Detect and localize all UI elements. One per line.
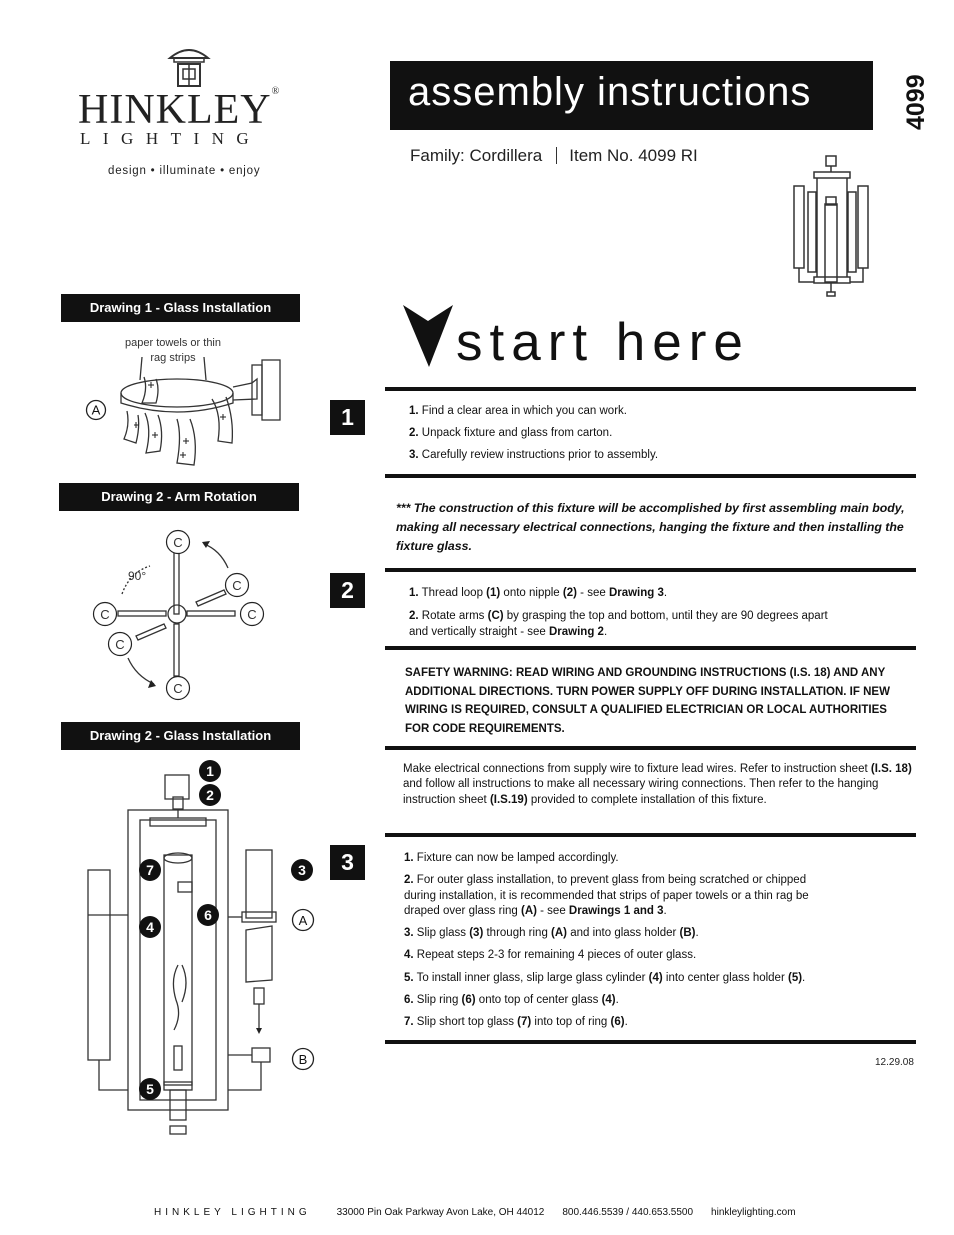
svg-text:5: 5 xyxy=(146,1081,154,1097)
svg-text:3: 3 xyxy=(298,862,306,878)
callout-b xyxy=(291,1047,315,1071)
list-item: 2. Rotate arms (C) by grasping the top and bottom, until they are 90 degrees apart and vertically straight - see Drawing 2. xyxy=(409,610,828,638)
arm-label-c-bottom xyxy=(165,675,191,701)
rule xyxy=(385,474,916,478)
arm-label-c-top xyxy=(165,529,191,555)
svg-text:4: 4 xyxy=(146,919,154,935)
callout-7 xyxy=(138,858,162,882)
svg-text:2: 2 xyxy=(206,787,214,803)
item-number-vertical xyxy=(900,66,930,130)
svg-text:C: C xyxy=(173,535,183,550)
rule xyxy=(385,833,916,837)
arm-label-c-right xyxy=(239,601,265,627)
svg-text:A: A xyxy=(91,402,101,418)
drawing-1-glass-ring xyxy=(82,355,287,470)
safety-warning: SAFETY WARNING: READ WIRING AND GROUNDING INSTRUCTIONS (I.S. 18) AND ANY ADDITIONAL DIRECTIONS. TURN POWER SUPPLY OFF DURING INSTALLATION. IF NEW WIRING IS REQUIRED, CONSULT A QUALIFIED ELECTRICIAN OR LOCAL AUTHORITIES FOR CODE REQUIREMENTS. xyxy=(405,667,890,735)
step-1-list xyxy=(409,404,658,462)
logo-wordmark: HINKLEY® xyxy=(78,86,281,133)
drawing-2-header: Drawing 2 - Arm Rotation xyxy=(59,483,299,511)
svg-text:4099: 4099 xyxy=(902,74,930,130)
list-item: 7. Slip short top glass (7) into top of ring (6). xyxy=(404,1016,628,1029)
svg-text:B: B xyxy=(298,1052,308,1067)
rule xyxy=(385,746,916,750)
svg-text:C: C xyxy=(115,637,125,652)
callout-3 xyxy=(290,858,314,882)
list-item: 2. For outer glass installation, to prevent glass from being scratched or chipped during installation, it is recommended that strips of paper towels or a thin rag be draped over glass ring (A) - see Drawings 1 and 3. xyxy=(404,874,809,917)
list-item: 1. Fixture can now be lamped accordingly. xyxy=(404,852,619,864)
start-here-heading: start here xyxy=(456,313,750,372)
svg-text:C: C xyxy=(247,607,257,622)
step-3-list xyxy=(404,851,909,1031)
tagline: design • illuminate • enjoy xyxy=(108,165,261,177)
construction-note: *** The construction of this fixture will be accomplished by first assembling main body, making all necessary electrical connections, hanging the fixture and then installing the fixture glass. xyxy=(396,501,905,553)
callout-1 xyxy=(198,759,222,783)
footer-brand: HINKLEY LIGHTING xyxy=(154,1207,311,1218)
list-item: 2. Unpack fixture and glass from carton. xyxy=(409,427,613,439)
divider xyxy=(556,147,557,164)
callout-2 xyxy=(198,783,222,807)
svg-text:6: 6 xyxy=(204,907,212,923)
footer-address: 33000 Pin Oak Parkway Avon Lake, OH 44012 xyxy=(336,1207,545,1218)
drawing-1-note: paper towels or thin rag strips xyxy=(125,337,221,364)
svg-text:1: 1 xyxy=(206,763,214,779)
svg-text:90°: 90° xyxy=(128,569,147,583)
fixture-illustration xyxy=(786,152,878,302)
page-title: assembly instructions xyxy=(408,70,812,114)
arm-label-c-left-lower xyxy=(107,631,133,657)
footer-website: hinkleylighting.com xyxy=(711,1207,796,1218)
drawing-3-fixture-exploded xyxy=(78,770,288,1140)
svg-text:C: C xyxy=(173,681,183,696)
rule xyxy=(385,568,916,572)
arm-label-c-right-upper xyxy=(224,572,250,598)
callout-a xyxy=(291,908,315,932)
svg-text:7: 7 xyxy=(146,862,154,878)
electrical-instructions: Make electrical connections from supply wire to fixture lead wires. Refer to instruction sheet (I.S. 18) and follow all instructions to make all necessary wiring connections. Then refer to the hanging instruction sheet (I.S.19) provided to complete installation of this fixture. xyxy=(403,763,912,806)
step-2-badge: 2 xyxy=(330,573,365,608)
rule xyxy=(385,387,916,391)
drawing-1-label-a xyxy=(85,399,107,421)
arm-label-c-left xyxy=(92,601,118,627)
list-item: 3. Carefully review instructions prior to assembly. xyxy=(409,449,659,461)
rule xyxy=(385,646,916,650)
footer xyxy=(154,1207,796,1218)
list-item: 1. Thread loop (1) onto nipple (2) - see Drawing 3. xyxy=(409,587,668,599)
drawing-3-header: Drawing 2 - Glass Installation xyxy=(61,722,300,750)
callout-5 xyxy=(138,1077,162,1101)
callout-6 xyxy=(196,903,220,927)
list-item: 6. Slip ring (6) onto top of center glass (4). xyxy=(404,994,619,1007)
drawing-1-header: Drawing 1 - Glass Installation xyxy=(61,294,300,322)
rule xyxy=(385,1040,916,1044)
svg-text:C: C xyxy=(232,578,242,593)
list-item: 5. To install inner glass, slip large glass cylinder (4) into center glass holder (5). xyxy=(404,971,806,984)
step-2-list xyxy=(409,585,899,640)
callout-4 xyxy=(138,915,162,939)
family-name: Family: Cordillera xyxy=(410,146,543,165)
logo-subtitle: LIGHTING xyxy=(80,129,262,148)
list-item: 4. Repeat steps 2-3 for remaining 4 pieces of outer glass. xyxy=(404,949,697,962)
logo-lantern-icon xyxy=(164,44,214,90)
list-item: 1. Find a clear area in which you can work. xyxy=(409,405,627,417)
step-3-badge: 3 xyxy=(330,845,365,880)
item-number: Item No. 4099 RI xyxy=(569,146,698,165)
list-item: 3. Slip glass (3) through ring (A) and into glass holder (B). xyxy=(404,927,699,940)
svg-text:C: C xyxy=(100,607,110,622)
family-item-line xyxy=(410,146,698,166)
document-date: 12.29.08 xyxy=(875,1057,914,1068)
start-arrow-icon xyxy=(403,305,453,367)
footer-phone: 800.446.5539 / 440.653.5500 xyxy=(562,1207,694,1218)
step-1-badge: 1 xyxy=(330,400,365,435)
svg-text:A: A xyxy=(298,913,308,928)
